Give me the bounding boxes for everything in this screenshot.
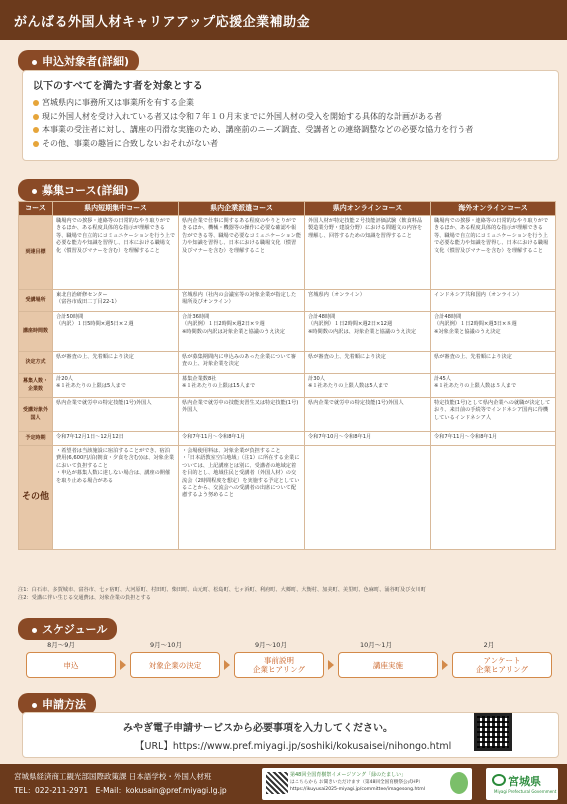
arrow-right-icon: [442, 660, 448, 670]
row-header: 講座時間数: [19, 312, 53, 352]
arrow-right-icon: [224, 660, 230, 670]
table-cell: 東北自治研修センター （富谷市成田二丁目22-1）: [53, 290, 179, 312]
row-header: 到達目標: [19, 216, 53, 290]
schedule-step: [338, 652, 438, 678]
column-header: 県内短期集中コース: [53, 202, 179, 216]
eligibility-item: 宮城県内に事務所又は事業所を有する企業: [33, 96, 548, 110]
footer-contact: TEL：022-211-2971 E-Mail：kokusain@pref.miyagi.lg.jp: [14, 786, 227, 795]
table-cell: 令和7年10月～令和8年1月: [305, 432, 431, 446]
table-row: [19, 398, 556, 432]
song-banner[interactable]: [262, 768, 472, 800]
qr-code-icon: [266, 772, 288, 794]
table-row: [19, 290, 556, 312]
section-title-text: 募集コース(詳細): [42, 184, 129, 197]
table-cell: 合計36時間 （内訳例）１日2時間×週2日×９週 ※時間数の内訳は対象企業と協議のうえ決定: [179, 312, 305, 352]
row-header: 受講対象外国人: [19, 398, 53, 432]
schedule-period: 10月～1月: [360, 641, 392, 649]
table-cell: 県が審査の上、先着順により決定: [53, 352, 179, 374]
schedule-period: 9月～10月: [255, 641, 287, 649]
table-cell: 県内企業で就労中の特定技能(1号)外国人: [305, 398, 431, 432]
bullet-icon: [32, 703, 37, 708]
eligibility-item: 現に外国人材を受け入れている者又は令和７年１０月末までに外国人材の受入を開始する具体的な計画がある者: [33, 110, 548, 124]
table-cell: 合計50時間 （内訳）１日5時間×週5日×２週: [53, 312, 179, 352]
table-cell: 計45人 ※１社あたりの上限人数は５人まで: [431, 374, 556, 398]
footer-dept: 宮城県経済商工観光部国際政策課 日本語学校・外国人材班: [14, 772, 212, 781]
arrow-right-icon: [120, 660, 126, 670]
banner-title: 第48回全国育樹祭イメージソング「緑のたましい」: [290, 772, 407, 778]
bullet-icon: [32, 60, 37, 65]
table-header-row: [19, 202, 556, 216]
table-cell: 募集企業数8社 ※１社あたりの上限は15人まで: [179, 374, 305, 398]
table-cell: インドネシア共和国内（オンライン）: [431, 290, 556, 312]
footer: [0, 764, 567, 804]
header-bar: [0, 0, 567, 40]
course-table: [18, 201, 556, 550]
table-cell: 合計48時間 （内訳例）１日2時間×週3日×８週 ※対象企業と協議のうえ決定: [431, 312, 556, 352]
table-row: [19, 432, 556, 446]
table-cell: 計30人 ※１社あたりの上限人数は5人まで: [305, 374, 431, 398]
table-cell: [305, 446, 431, 550]
section-title-text: 申請方法: [42, 698, 86, 711]
page-title: がんばる外国人材キャリアアップ応援企業補助金: [14, 15, 311, 30]
table-cell: 令和7年12月1日～12月12日: [53, 432, 179, 446]
arrow-right-icon: [328, 660, 334, 670]
table-row: [19, 216, 556, 290]
table-cell: 県内企業で就労中の特定技能(1号)外国人: [53, 398, 179, 432]
column-header: 県内オンラインコース: [305, 202, 431, 216]
schedule-step: [452, 652, 552, 678]
eligibility-lead: 以下のすべてを満たす者を対象とする: [33, 81, 203, 92]
banner-text: はこちらから お聞きいただけます（第48回全国育樹祭公式HP）: [290, 780, 423, 785]
table-cell: 県が審査の上、先着順により決定: [305, 352, 431, 374]
schedule-step-label: 対象企業の決定: [148, 660, 202, 670]
schedule-period: 2月: [483, 641, 495, 649]
section-title-courses: [18, 179, 139, 201]
table-cell: 県内企業で就労中の技能実習生又は特定技能(1号)外国人: [179, 398, 305, 432]
table-row: [19, 312, 556, 352]
section-title-text: 申込対象者(詳細): [42, 55, 130, 68]
mascot-icon: [450, 772, 468, 794]
schedule-step: [26, 652, 116, 678]
table-cell: [431, 446, 556, 550]
table-cell: 合計48時間 （内訳例）１日2時間×週2日×12週 ※時間数の内訳は、対象企業と協議のうえ決定: [305, 312, 431, 352]
bullet-icon: [32, 628, 37, 633]
column-header: 県内企業派遣コース: [179, 202, 305, 216]
prefecture-mark-icon: [492, 774, 506, 786]
schedule-step: [234, 652, 324, 678]
table-cell: 職場内での挨拶・連絡等の日常的なやり取りができるほか、ある程度具体的な指示が理解できる等、職場で自立的にコミュニケーションを行う上で必要な能力や知識を習得し、日本における職場文化（慣習及びマナーを含む）を理解すること: [53, 216, 179, 290]
schedule-period: 9月～10月: [150, 641, 182, 649]
eligibility-box: [22, 70, 559, 161]
table-cell: 県内企業で仕事に関するある程度のやりとりができるほか、機械・機器等の操作に必要な確認や報告ができる等、職場で必要なコミュニケーション能力や知識を習得し、日本における職場文化（慣習及びマナーを含む）を理解すること: [179, 216, 305, 290]
row-header: 予定時期: [19, 432, 53, 446]
schedule-step-label: アンケート 企業ヒアリング: [475, 656, 529, 674]
table-cell: 職場内での挨拶・連絡等の日常的なやり取りができるほか、ある程度具体的な指示が理解できる等、職場で自立的にコミュニケーションを行う上で必要な能力や知識を習得し、日本における職場文化（慣習及びマナーを含む）を理解すること: [431, 216, 556, 290]
miyagi-logo: [486, 768, 558, 800]
schedule-step-label: 申込: [63, 660, 79, 670]
table-cell: 県が募集期間内に申込みのあった企業について審査の上、対象企業を決定: [179, 352, 305, 374]
schedule-step-label: 事前説明 企業ヒアリング: [252, 656, 306, 674]
schedule-flow: [26, 640, 556, 686]
table-cell: 県が審査の上、先着順により決定: [431, 352, 556, 374]
table-cell: 宮城県内（社内の会議室等の対象企業が指定した場所及びオンライン）: [179, 290, 305, 312]
section-title-schedule: [18, 618, 117, 640]
logo-sub: Miyagi Prefectural Government: [494, 789, 557, 794]
application-url[interactable]: 【URL】https://www.pref.miyagi.jp/soshiki/kokusaisei/nihongo.html: [135, 741, 452, 752]
schedule-step: [130, 652, 220, 678]
table-row: [19, 352, 556, 374]
logo-name: 宮城県: [508, 775, 541, 788]
table-cell: ・会場使用料は、対象企業が負担すること ・「日本語教室空白地域」（注1）に所在する企業については、上記講座とは別に、受講者の地域定着を目的とし、地域住民と受講者（外国人材）の交流会（2時間程度を想定）を実施する予定としていることから、交流会への受講者の出席について配慮するよう努めること: [179, 446, 305, 550]
table-cell: ・希望者は当該施設に宿泊することができ、宿泊費用(6,600円/泊(朝食・夕食を含む))は、対象企業において負担すること ・申込が募集人数に達しない場合は、講座の開催を取り止める場合がある: [53, 446, 179, 550]
schedule-period: 8月～9月: [47, 641, 75, 649]
table-cell: 令和7年11月～令和8年1月: [179, 432, 305, 446]
table-row: [19, 446, 556, 550]
section-title-eligibility: [18, 50, 139, 72]
table-cell: 宮城県内（オンライン）: [305, 290, 431, 312]
qr-code-icon[interactable]: [474, 713, 512, 751]
banner-url: https://ikuyusai2025-miyagi.jp/committee/imagesong.html: [290, 787, 425, 792]
course-table-body: [19, 216, 556, 550]
footnote: 注2：受講に伴い生じる交通費は、対象企業の負担とする: [18, 594, 151, 601]
table-cell: 外国人材が特定技能２号技能評価試験（飲食料品製造業分野・建設分野）における問題文の内容を理解し、回答するための知識を習得すること: [305, 216, 431, 290]
row-header: 受講場所: [19, 290, 53, 312]
table-cell: 計20人 ※１社あたりの上限は5人まで: [53, 374, 179, 398]
eligibility-item: その他、事業の趣旨に合致しないおそれがない者: [33, 137, 548, 151]
table-cell: 令和7年11月～令和8年1月: [431, 432, 556, 446]
footnote: 注1：白石市、多賀城市、富谷市、七ヶ宿町、大河原町、村田町、柴田町、山元町、松島町、七ヶ浜町、利府町、大郷町、大衡村、加美町、美里町、色麻町、涌谷町及び女川町: [18, 587, 426, 593]
column-header: 海外オンラインコース: [431, 202, 556, 216]
application-instruction: みやぎ電子申請サービスから必要事項を入力してください。: [123, 723, 393, 734]
schedule-step-label: 講座実施: [373, 660, 403, 670]
eligibility-item: 本事業の受注者に対し、講座の円滑な実施のため、講座前のニーズ調査、受講者との連絡調整などの必要な協力を行う者: [33, 123, 548, 137]
footnotes: [18, 587, 558, 602]
row-header: 募集人数・企業数: [19, 374, 53, 398]
table-row: [19, 374, 556, 398]
row-header: その他: [19, 446, 53, 550]
table-cell: 特定技能(1号)として県内企業への就職が決定しており、来日前の手続等でインドネシア国内に待機しているインドネシア人: [431, 398, 556, 432]
column-header: コース: [19, 202, 53, 216]
bullet-icon: [32, 189, 37, 194]
section-title-text: スケジュール: [42, 623, 108, 636]
row-header: 決定方式: [19, 352, 53, 374]
